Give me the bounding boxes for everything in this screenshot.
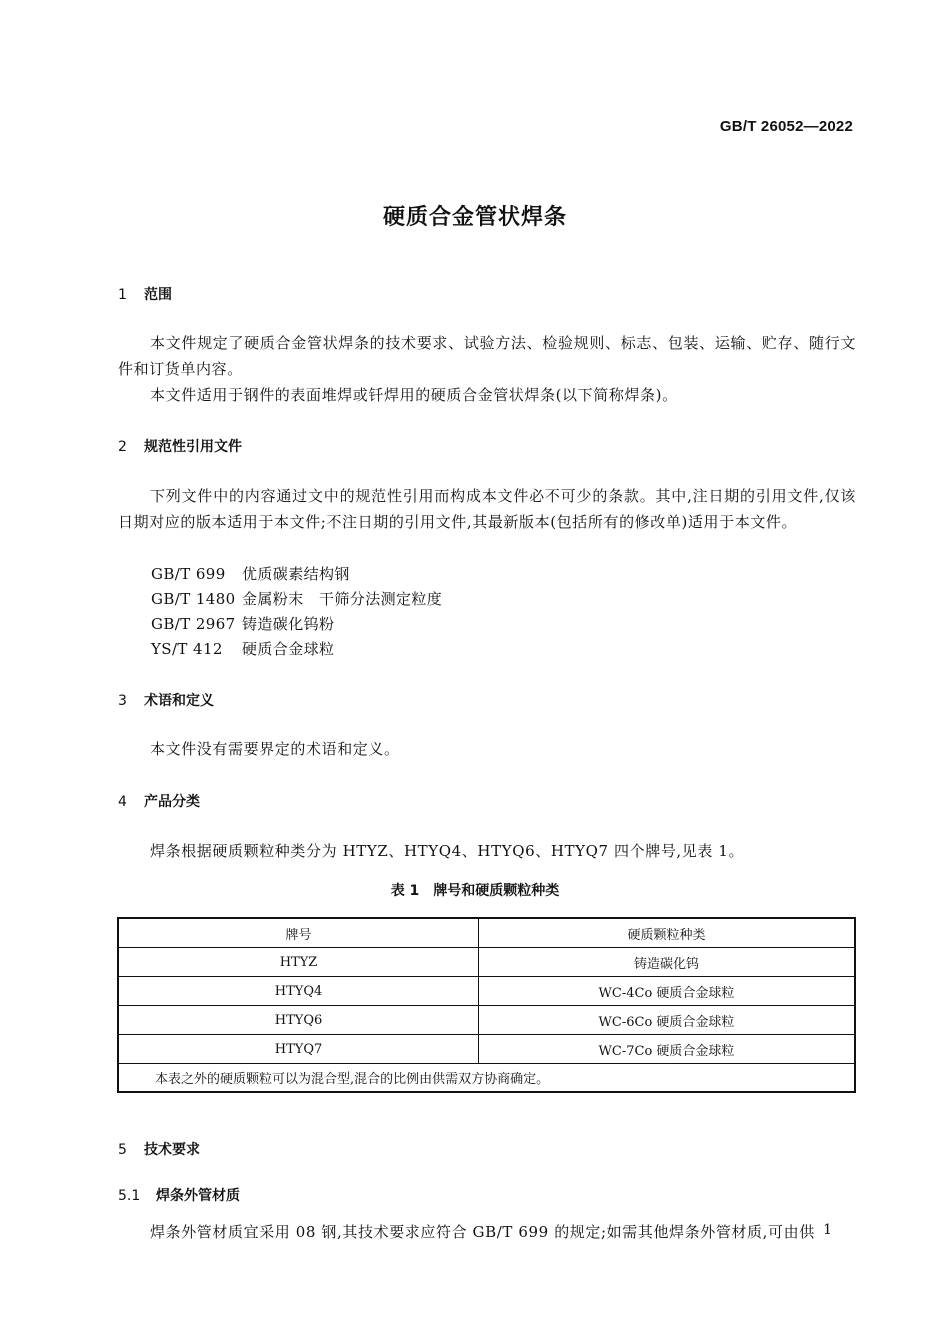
section-title: 规范性引用文件 (144, 439, 242, 455)
section-title: 术语和定义 (144, 693, 214, 709)
table-header-cell: 牌号 (118, 918, 479, 948)
reference-name: 铸造碳化钨粉 (242, 615, 335, 633)
table-cell: 铸造碳化钨 (479, 948, 856, 977)
normative-reference (151, 639, 334, 659)
reference-code: GB/T 2967 (151, 615, 236, 633)
section-number: 1 (118, 287, 127, 303)
section-number: 5 (118, 1142, 127, 1158)
table-header-row (118, 918, 855, 948)
table-row (118, 948, 855, 977)
table-caption-number: 表 1 (390, 883, 420, 899)
table-note-row (118, 1064, 855, 1093)
reference-code: YS/T 412 (151, 640, 223, 658)
table-note: 本表之外的硬质颗粒可以为混合型,混合的比例由供需双方协商确定。 (118, 1064, 855, 1093)
reference-name: 硬质合金球粒 (242, 640, 335, 658)
section-number: 3 (118, 693, 127, 709)
section-1-paragraph-1: 本文件规定了硬质合金管状焊条的技术要求、试验方法、检验规则、标志、包装、运输、贮存、随行文件和订货单内容。 (118, 334, 856, 378)
table-cell: WC-7Co 硬质合金球粒 (479, 1035, 856, 1064)
section-number: 5.1 (118, 1188, 141, 1204)
normative-reference (151, 614, 334, 634)
section-title: 焊条外管材质 (156, 1188, 240, 1204)
reference-code: GB/T 1480 (151, 590, 236, 608)
section-1-heading (118, 284, 172, 304)
section-5-paragraph-1: 焊条外管材质宜采用 08 钢,其技术要求应符合 GB/T 699 的规定;如需其他焊条外管材质,可由供 (150, 1223, 815, 1241)
table-cell: HTYQ4 (118, 977, 479, 1006)
subsection-5-1-heading (118, 1185, 240, 1205)
table-cell: HTYQ6 (118, 1006, 479, 1035)
table-row (118, 1035, 855, 1064)
table-cell: WC-6Co 硬质合金球粒 (479, 1006, 856, 1035)
reference-code: GB/T 699 (151, 565, 226, 583)
section-4-paragraph-1: 焊条根据硬质颗粒种类分为 HTYZ、HTYQ4、HTYQ6、HTYQ7 四个牌号,见表 1。 (150, 842, 745, 860)
section-1-paragraph-2: 本文件适用于钢件的表面堆焊或钎焊用的硬质合金管状焊条(以下简称焊条)。 (150, 386, 678, 404)
table-cell: HTYZ (118, 948, 479, 977)
page-number: 1 (823, 1222, 832, 1238)
section-title: 技术要求 (144, 1142, 200, 1158)
table-cell: WC-4Co 硬质合金球粒 (479, 977, 856, 1006)
section-number: 2 (118, 439, 127, 455)
table-row (118, 977, 855, 1006)
section-number: 4 (118, 794, 127, 810)
table-caption-title: 牌号和硬质颗粒种类 (433, 883, 560, 899)
section-title: 范围 (144, 287, 172, 303)
table-header-cell: 硬质颗粒种类 (479, 918, 856, 948)
section-3-paragraph-1: 本文件没有需要界定的术语和定义。 (150, 740, 400, 758)
section-5-heading (118, 1139, 200, 1159)
table-cell: HTYQ7 (118, 1035, 479, 1064)
section-2-heading (118, 436, 242, 456)
table-caption (0, 880, 950, 900)
reference-name: 金属粉末 干筛分法测定粒度 (242, 590, 443, 608)
section-2-paragraph-1: 下列文件中的内容通过文中的规范性引用而构成本文件必不可少的条款。其中,注日期的引用文件,仅该日期对应的版本适用于本文件;不注日期的引用文件,其最新版本(包括所有的修改单)适用于本文件。 (118, 487, 856, 531)
document-title: 硬质合金管状焊条 (382, 205, 567, 230)
standard-code: GB/T 26052—2022 (719, 118, 853, 135)
grade-table (117, 917, 856, 1093)
table-row (118, 1006, 855, 1035)
section-title: 产品分类 (144, 794, 200, 810)
reference-name: 优质碳素结构钢 (242, 565, 350, 583)
section-4-heading (118, 791, 200, 811)
normative-reference (151, 589, 442, 609)
normative-reference (151, 564, 350, 584)
section-3-heading (118, 690, 214, 710)
